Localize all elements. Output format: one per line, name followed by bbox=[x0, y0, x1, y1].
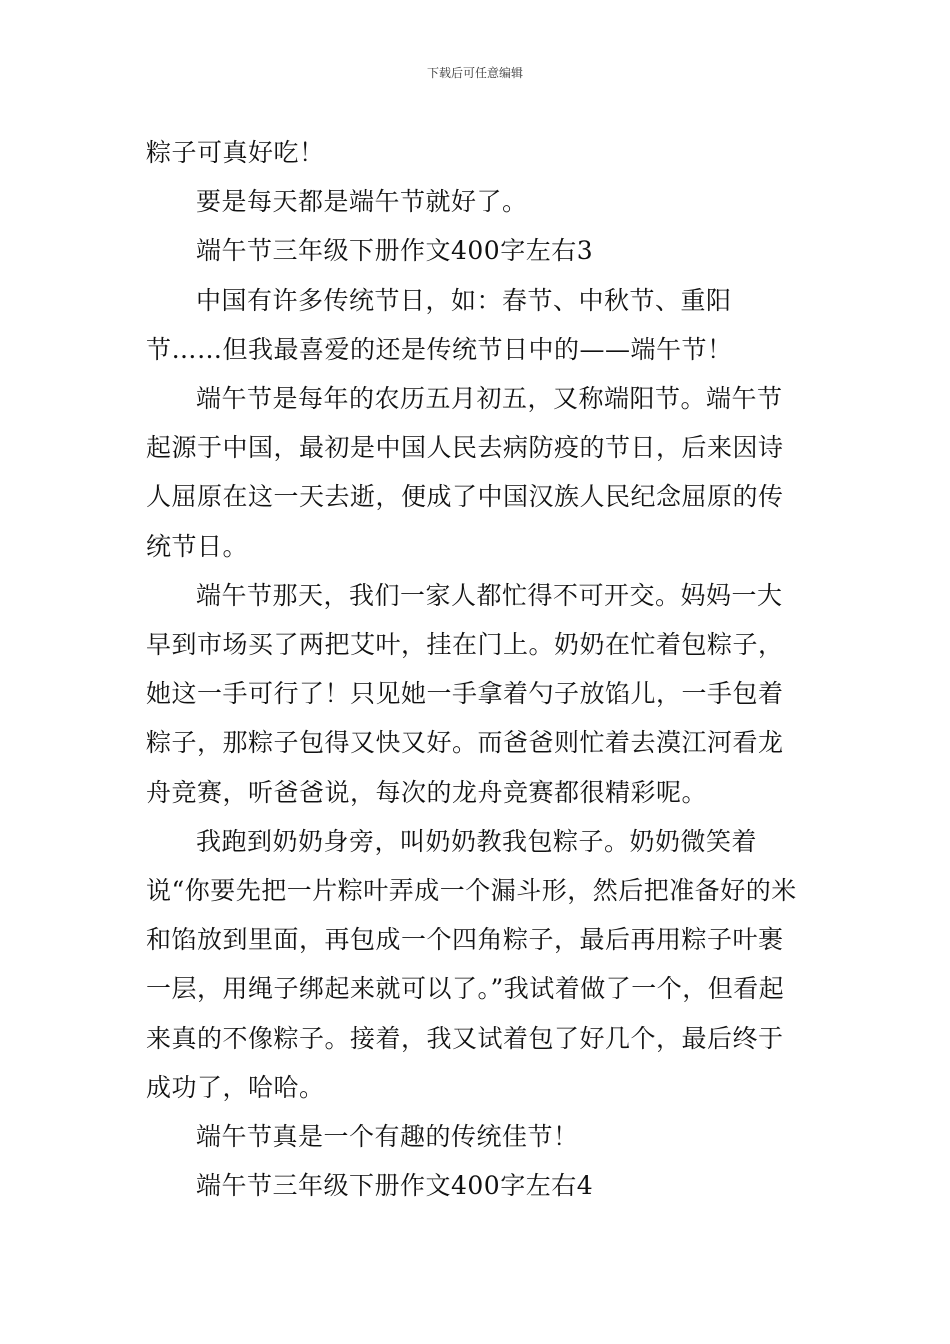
document-body bbox=[146, 128, 806, 1210]
paragraph-6: 端午节那天，我们一家人都忙得不可开交。妈妈一大早到市场买了两把艾叶，挂在门上。奶奶在忙着包粽子，她这一手可行了！只见她一手拿着勺子放馅儿，一手包着粽子，那粽子包得又快又好。而爸爸则忙着去漠江河看龙舟竞赛，听爸爸说，每次的龙舟竞赛都很精彩呢。 bbox=[146, 580, 784, 807]
paragraph-8: 端午节真是一个有趣的传统佳节！ bbox=[196, 1122, 579, 1152]
essay-heading-4: 端午节三年级下册作文400字左右4 bbox=[196, 1171, 594, 1201]
paragraph-1: 粽子可真好吃！ bbox=[146, 138, 325, 167]
paragraph-7: 我跑到奶奶身旁，叫奶奶教我包粽子。奶奶微笑着说“你要先把一片粽叶弄成一个漏斗形，然后把准备好的米和馅放到里面，再包成一个四角粽子，最后再用粽子叶裹一层，用绳子绑起来就可以了。”我试着做了一个，但看起来真的不像粽子。接着，我又试着包了好几个，最后终于成功了，哈哈。 bbox=[146, 826, 797, 1102]
page-header: 下载后可任意编辑 bbox=[426, 66, 523, 80]
paragraph-4: 中国有许多传统节日，如：春节、中秋节、重阳节……但我最喜爱的还是传统节日中的——端午节！ bbox=[146, 285, 733, 364]
paragraph-5: 端午节是每年的农历五月初五，又称端阳节。端午节起源于中国，最初是中国人民去病防疫的节日，后来因诗人屈原在这一天去逝，便成了中国汉族人民纪念屈原的传统节日。 bbox=[146, 384, 784, 561]
paragraph-2: 要是每天都是端午节就好了。 bbox=[196, 187, 528, 217]
essay-heading-3: 端午节三年级下册作文400字左右3 bbox=[196, 236, 594, 266]
